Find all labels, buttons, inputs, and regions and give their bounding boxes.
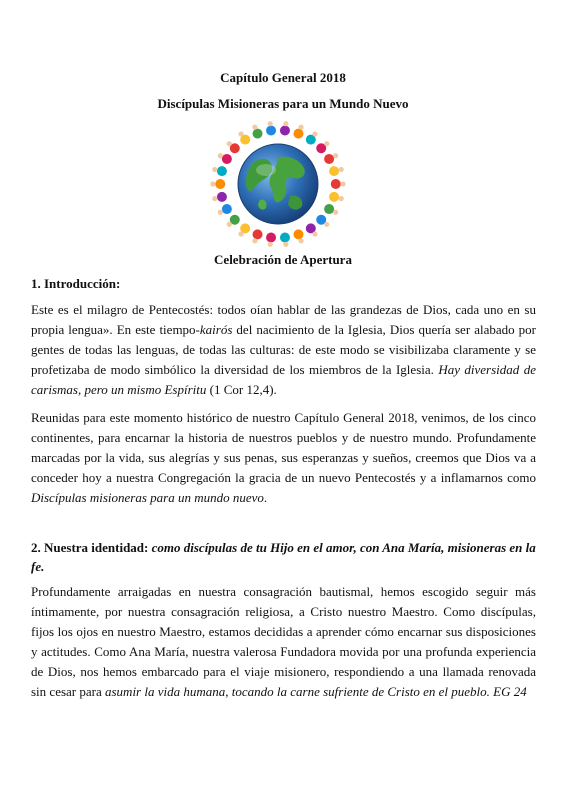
child-figure: [280, 233, 290, 243]
child-figure: [266, 125, 276, 135]
child-head: [333, 210, 338, 215]
child-head: [218, 210, 223, 215]
child-head: [283, 121, 288, 126]
child-head: [298, 125, 303, 130]
child-figure: [331, 179, 341, 189]
child-figure: [280, 125, 290, 135]
child-head: [238, 131, 243, 136]
child-figure: [329, 166, 339, 176]
child-head: [212, 196, 217, 201]
document-title: Capítulo General 2018: [220, 70, 346, 85]
child-figure: [253, 229, 263, 239]
child-head: [339, 167, 344, 172]
child-figure: [217, 192, 227, 202]
section-heading-identidad: 2. Nuestra identidad: como discípulas de tu Hijo en el amor, con Ana María, misioneras en la fe.: [31, 540, 536, 574]
child-head: [333, 153, 338, 158]
child-figure: [324, 154, 334, 164]
child-head: [252, 125, 257, 130]
child-head: [324, 141, 329, 146]
child-head: [324, 222, 329, 227]
child-head: [298, 238, 303, 243]
section-heading-introduccion: 1. Introducción:: [31, 276, 121, 291]
child-head: [227, 141, 232, 146]
child-figure: [324, 204, 334, 214]
child-head: [341, 181, 346, 186]
child-head: [268, 121, 273, 126]
child-figure: [222, 154, 232, 164]
child-figure: [329, 192, 339, 202]
paragraph-intro-2: Reunidas para este momento histórico de nuestro Capítulo General 2018, venimos, de los cinco continentes, para encarnar la historia de nuestros pueblos y de nuestro mundo. Profundamente marcadas por la vida, sus alegrías y sus penas, sus esperanzas y sueños, creemos que Dios va a conceder hoy a nuestra Congregación la gracia de un nuevo Pentecostés y a inflamarnos como Discípulas misioneras para un mundo nuevo.: [31, 410, 536, 505]
child-figure: [215, 179, 225, 189]
child-figure: [293, 129, 303, 139]
child-head: [312, 231, 317, 236]
child-head: [312, 131, 317, 136]
paragraph-intro-1: Este es el milagro de Pentecostés: todos oían hablar de las grandezas de Dios, cada uno en su propia lengua». En este tiempo-kairós del nacimiento de la Iglesia, Dios quería ser alabado por gentes de todas las lenguas, de todas las culturas: de este modo se visibilizaba claramente y se profetizaba de modo simbólico la diversidad de los miembros de la Iglesia. Hay diversidad de carismas, pero un mismo Espíritu (1 Cor 12,4).: [31, 302, 536, 397]
child-figure: [266, 233, 276, 243]
document-subtitle: Discípulas Misioneras para un Mundo Nuevo: [157, 96, 409, 111]
child-head: [252, 238, 257, 243]
child-head: [268, 242, 273, 247]
child-figure: [253, 129, 263, 139]
child-head: [238, 231, 243, 236]
child-head: [227, 222, 232, 227]
child-figure: [293, 229, 303, 239]
child-head: [210, 181, 215, 186]
child-head: [218, 153, 223, 158]
child-head: [212, 167, 217, 172]
celebration-title: Celebración de Apertura: [214, 252, 352, 267]
globe-with-children-circle-icon: [208, 120, 348, 248]
paragraph-identidad-1: Profundamente arraigadas en nuestra consagración bautismal, hemos escogido seguir más íntimamente, por nuestra consagración religiosa, a Cristo nuestro Maestro. Como discípulas, fijos los ojos en nuestro Maestro, estamos decididas a aprender cómo encarnar sus disposiciones y actitudes. Como Ana María, nuestra valerosa Fundadora movida por una profunda experiencia de Dios, nos hemos embarcado para el viaje misionero, respondiendo a una llamada renovada sin cesar para asumir la vida humana, tocando la carne sufriente de Cristo en el pueblo. EG 24: [31, 584, 536, 699]
child-figure: [217, 166, 227, 176]
child-figure: [222, 204, 232, 214]
child-head: [283, 242, 288, 247]
child-head: [339, 196, 344, 201]
